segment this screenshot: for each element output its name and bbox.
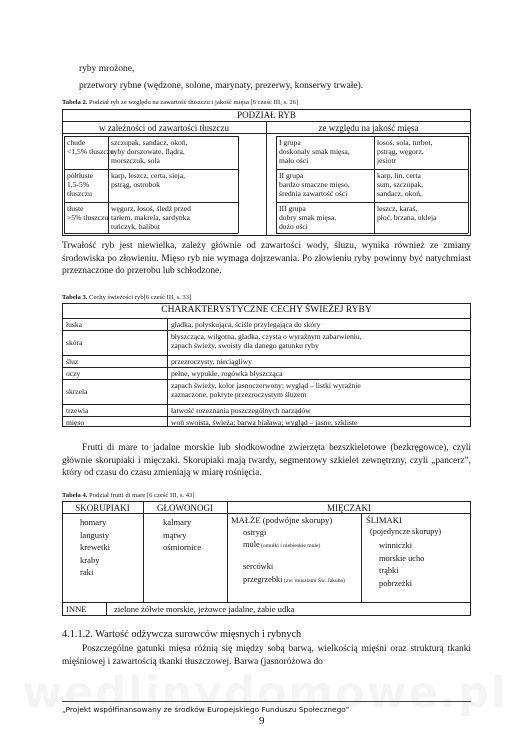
feature-meat-desc: woń swoista, świeża; barwa biaława; wygląd – jasne, szkliste: [171, 418, 358, 427]
feature-gills-desc: zapach świeży, kolor jasnoczerwony; wygląd – listki wyraźnie zaznaczone, pokryte przezroczystym śluzem: [171, 381, 361, 399]
bivalve-mussels: mule (omułki i niebieskie mule): [243, 540, 321, 549]
fat-row-2-fish: karp, leszcz, certa, sieja, pstrąg, ostrobok: [111, 171, 185, 189]
feature-guts-name: trzewia: [66, 406, 89, 415]
footer-note: „Projekt współfinansowany ze środków Europejskiego Funduszu Społecznego”: [62, 705, 350, 714]
quality-row-1-fish: łosoś, sola, turbot, pstrąg, węgorz, jesiotr: [377, 138, 433, 165]
quality-row-3-group: III grupa dobry smak mięsa, dużo ości: [279, 204, 337, 231]
page-number: 9: [259, 715, 265, 727]
quality-row-2-group: II grupa bardzo smaczne mięso, średnia zawartość ości: [279, 171, 350, 198]
section-text: Poszczególne gatunki mięsa różnią się między sobą barwą, wielkością mięśni oraz strukturą tkanki mięśniowej i zawartością tkanki tłuszczowej. Barwa (jasnoróżowa do: [62, 644, 471, 667]
feature-scales-desc: gładka, połyskująca, ściśle przylegająca do skóry: [171, 320, 321, 329]
quality-row-2-fish: karp, lin, certa sum, szczupak, sandacz, okoń,: [377, 171, 424, 198]
snails-subtitle: (pojedyncze skorupy): [370, 527, 442, 536]
header-mieczaki: MIĘCZAKI: [327, 503, 371, 513]
paragraph-frutti-di-mare: Frutti di mare to jadalne morskie lub słodkowodne zwierzęta bezszkieletowe (bezkręgowce), czyli głównie skorupiaki i mięczaki. Skorupiaki mają twardy, segmentowy szkielet zewnętrzny, czyli „pancerz”, który od czasu do czasu zmieniają w miarę rośnięcia.: [62, 443, 471, 478]
bivalve-oysters: ostrygi: [243, 528, 267, 537]
bivalve-cockles: sercówki: [243, 562, 274, 571]
crustaceans-list: homary langusty krewetki kraby raki: [80, 517, 111, 577]
feature-meat-name: mięso: [66, 418, 85, 427]
feature-eyes-desc: pełne, wypukłe, rogówka błyszcząca: [171, 369, 283, 378]
feature-scales-name: łuska: [66, 320, 83, 329]
fat-row-2-category: półtłuste 1,5-5% tłuszczu: [67, 171, 94, 198]
fat-row-1-fish: szczupak, sandacz, okoń, ryby dorszowate, flądra, morszczuk, sola: [111, 138, 188, 165]
bivalves-title: MAŁŻE (podwójne skorupy): [231, 515, 333, 525]
fat-row-3-category: tłuste >5% tłuszczu: [67, 204, 109, 222]
quality-row-3-fish: leszcz, karaś, płoć, brzana, ukleja: [377, 204, 437, 222]
paragraph-shelf-life: Trwałość ryb jest niewielka, zależy głównie od zawartości wody, śluzu, wynika również ze zmiany środowiska po złowieniu. Mięso ryb nie wymaga dojrzewania. Po złowieniu ryby powinny być natychmiast przeznaczone do przerobu lub schłodzone.: [62, 241, 471, 276]
table4-caption: Tabela 4. Podział frutti di mare [6 cześć III, s. 43]: [62, 492, 195, 499]
feature-slime-desc: przezroczysty, nieciągliwy: [171, 357, 252, 366]
table2-left-header: w zależności od zawartości tłuszczu: [99, 123, 229, 133]
other-label: INNE: [66, 604, 87, 614]
quality-row-1-group: I grupa doskonały smak mięsa, mało ości: [279, 138, 350, 165]
intro-line-2: przetwory rybne (wędzone, solone, marynaty, prezerwy, konserwy trwałe).: [79, 81, 364, 91]
feature-skin-desc: błyszcząca, wilgotna, gładka, czysta o wyraźnym zabarwieniu, zapach świeży, swoisty dla danego gatunku ryby: [171, 332, 362, 350]
table2-right-header: ze względu na jakość mięsa: [318, 123, 419, 133]
header-skorupiaki: SKORUPIAKI: [75, 503, 130, 513]
table3-caption: Tabela 3. Cechy świeżości ryb[6 cześć III, s. 33]: [62, 294, 192, 301]
feature-guts-desc: łatwość rozeznania poszczególnych narządów: [171, 406, 311, 415]
intro-line-1: ryby mrożone,: [79, 64, 135, 74]
cephalopods-list: kalmary mątwy ośmiornice: [163, 517, 202, 552]
table3-title: CHARAKTERYSTYCZNE CECHY ŚWIEŻEJ RYBY: [161, 305, 372, 315]
other-text: zielone żółwie morskie, jeżowce jadalne, żabie udka: [114, 604, 295, 614]
snails-title: ŚLIMAKI: [366, 515, 402, 525]
feature-skin-name: skóra: [66, 338, 83, 347]
fat-row-1-category: chude <1,5% tłuszczu: [67, 138, 114, 156]
table2-title: PODZIAŁ RYB: [237, 110, 296, 120]
fat-row-3-fish: węgorz, łosoś, śledź przed tarłem, makrela, sardynka tuńczyk, halibut: [111, 204, 191, 231]
feature-gills-name: skrzela: [66, 387, 88, 396]
feature-eyes-name: oczy: [66, 369, 81, 378]
header-glowonogi: GŁOWONOGI: [157, 503, 213, 513]
table2-caption: Tabela 2. Podział ryb ze względu na zawartość tłuszczu i jakość mięsa [6 cześć III, s. 26]: [62, 99, 299, 106]
feature-slime-name: śluz: [66, 357, 79, 366]
bivalve-scallops: przegrzebki (zw. muszlami Św. Jakuba): [243, 575, 345, 584]
section-heading: 4.1.1.2. Wartość odżywcza surowców mięsnych i rybnych: [62, 629, 302, 640]
snails-list: winniczki morskie ucho trąbki pobrzeżki: [379, 541, 425, 588]
